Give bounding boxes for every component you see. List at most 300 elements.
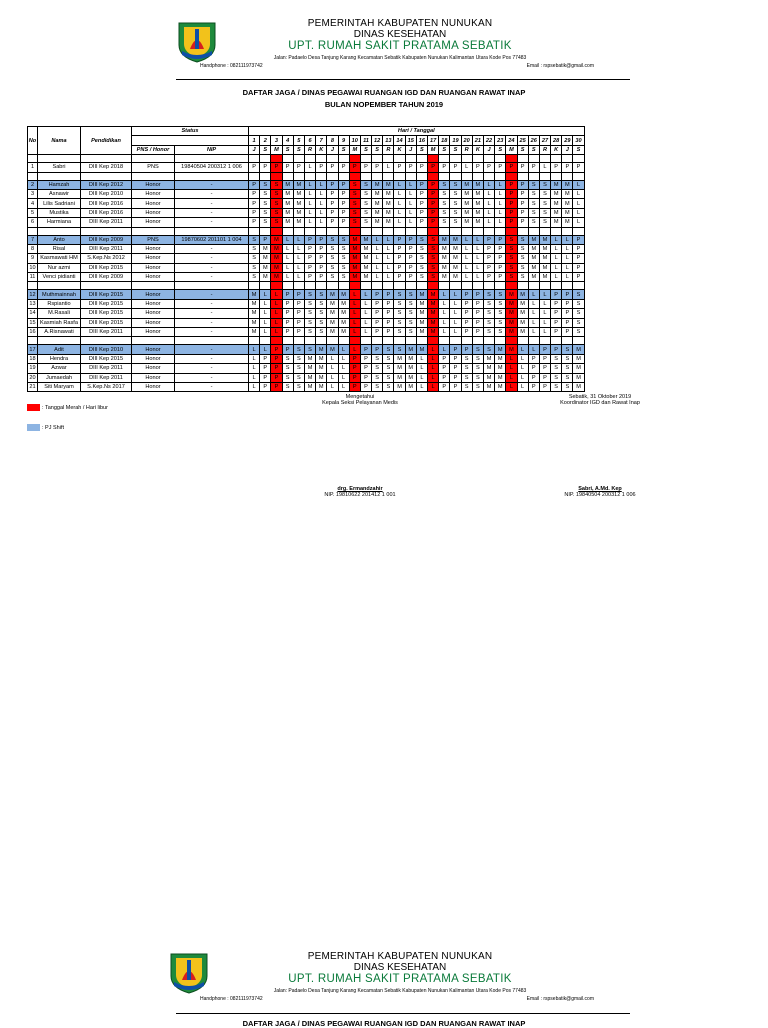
shift-cell: S bbox=[349, 218, 360, 227]
row-nip: - bbox=[175, 354, 249, 363]
spacer-cell bbox=[405, 155, 416, 163]
shift-cell: P bbox=[528, 382, 539, 391]
col-nip: NIP bbox=[175, 145, 249, 154]
shift-cell: L bbox=[495, 180, 506, 189]
shift-cell: S bbox=[517, 273, 528, 282]
spacer-cell bbox=[260, 282, 271, 290]
shift-cell: S bbox=[416, 273, 427, 282]
shift-cell: P bbox=[338, 218, 349, 227]
shift-cell: P bbox=[316, 273, 327, 282]
shift-cell: M bbox=[249, 290, 260, 299]
spacer-cell bbox=[383, 172, 394, 180]
table-row bbox=[28, 189, 585, 198]
shift-cell: M bbox=[517, 318, 528, 327]
shift-cell: L bbox=[304, 180, 315, 189]
shift-cell: P bbox=[573, 235, 584, 244]
shift-cell: P bbox=[506, 189, 517, 198]
shift-cell: M bbox=[416, 299, 427, 308]
spacer-cell bbox=[495, 172, 506, 180]
shift-cell: L bbox=[428, 373, 439, 382]
spacer-cell bbox=[175, 337, 249, 345]
shift-cell: S bbox=[539, 218, 550, 227]
shift-cell: M bbox=[394, 382, 405, 391]
shift-cell: M bbox=[405, 382, 416, 391]
weekday: J bbox=[405, 145, 416, 154]
shift-cell: P bbox=[405, 254, 416, 263]
table-row bbox=[28, 199, 585, 208]
spacer-cell bbox=[428, 337, 439, 345]
shift-cell: M bbox=[528, 273, 539, 282]
shift-cell: M bbox=[405, 373, 416, 382]
spacer-cell bbox=[439, 172, 450, 180]
shift-cell: M bbox=[506, 328, 517, 337]
shift-cell: L bbox=[439, 345, 450, 354]
row-status: PNS bbox=[132, 235, 175, 244]
shift-cell: P bbox=[539, 364, 550, 373]
weekday: S bbox=[372, 145, 383, 154]
shift-cell: M bbox=[405, 364, 416, 373]
spacer-cell bbox=[506, 337, 517, 345]
shift-cell: M bbox=[439, 273, 450, 282]
spacer-cell bbox=[360, 227, 371, 235]
shift-cell: P bbox=[316, 163, 327, 172]
spacer-cell bbox=[372, 227, 383, 235]
shift-cell: L bbox=[304, 163, 315, 172]
shift-cell: P bbox=[461, 328, 472, 337]
email: Email : rspsebatik@gmail.com bbox=[526, 63, 594, 69]
shift-cell: L bbox=[439, 328, 450, 337]
spacer-cell bbox=[383, 227, 394, 235]
shift-cell: L bbox=[271, 290, 282, 299]
spacer-cell bbox=[338, 227, 349, 235]
shift-cell: P bbox=[293, 299, 304, 308]
shift-cell: L bbox=[394, 218, 405, 227]
shift-cell: P bbox=[495, 244, 506, 253]
row-nip: - bbox=[175, 199, 249, 208]
spacer-cell bbox=[450, 155, 461, 163]
row-nama: Rspiantio bbox=[38, 299, 81, 308]
shift-cell: P bbox=[439, 382, 450, 391]
row-no: 10 bbox=[29, 264, 36, 271]
spacer-cell bbox=[517, 282, 528, 290]
shift-cell: L bbox=[338, 382, 349, 391]
shift-cell: L bbox=[562, 273, 573, 282]
shift-cell: P bbox=[293, 318, 304, 327]
shift-cell: L bbox=[539, 290, 550, 299]
shift-cell: L bbox=[383, 244, 394, 253]
shift-cell: M bbox=[416, 328, 427, 337]
spacer-cell bbox=[304, 155, 315, 163]
shift-cell: S bbox=[360, 189, 371, 198]
shift-cell: S bbox=[562, 345, 573, 354]
shift-cell: M bbox=[506, 318, 517, 327]
spacer-cell bbox=[132, 172, 175, 180]
table-row bbox=[28, 180, 585, 189]
shift-cell: S bbox=[562, 382, 573, 391]
weekday: S bbox=[573, 145, 584, 154]
shift-cell: P bbox=[539, 382, 550, 391]
row-pendidikan: DIII Kep 2016 bbox=[81, 199, 132, 208]
spacer-cell bbox=[495, 337, 506, 345]
shift-cell: M bbox=[551, 180, 562, 189]
spacer-cell bbox=[461, 155, 472, 163]
shift-cell: S bbox=[338, 235, 349, 244]
spacer-cell bbox=[38, 155, 81, 163]
shift-cell: S bbox=[304, 328, 315, 337]
shift-cell: M bbox=[562, 189, 573, 198]
shift-cell: S bbox=[472, 354, 483, 363]
shift-cell: P bbox=[428, 208, 439, 217]
row-status: Honor bbox=[132, 263, 175, 272]
contact-line bbox=[170, 63, 630, 69]
spacer-cell bbox=[539, 337, 550, 345]
shift-cell: P bbox=[304, 273, 315, 282]
spacer-cell bbox=[573, 172, 584, 180]
shift-cell: P bbox=[304, 263, 315, 272]
shift-cell: S bbox=[506, 235, 517, 244]
shift-cell: P bbox=[439, 373, 450, 382]
row-pendidikan: DIII Kep 2015 bbox=[81, 290, 132, 299]
shift-cell: M bbox=[551, 199, 562, 208]
shift-cell: P bbox=[405, 163, 416, 172]
row-no: 8 bbox=[28, 244, 38, 253]
day-number: 17 bbox=[428, 136, 439, 145]
shift-cell: P bbox=[293, 309, 304, 318]
spacer-cell bbox=[383, 282, 394, 290]
shift-cell: M bbox=[349, 263, 360, 272]
shift-cell: M bbox=[394, 354, 405, 363]
shift-cell: P bbox=[562, 328, 573, 337]
row-pendidikan: DIII Kep 2009 bbox=[81, 273, 132, 282]
spacer-cell bbox=[81, 155, 132, 163]
shift-cell: S bbox=[360, 218, 371, 227]
spacer-cell bbox=[551, 337, 562, 345]
row-nama: Anto bbox=[38, 235, 81, 244]
shift-cell: S bbox=[450, 208, 461, 217]
shift-cell: L bbox=[394, 189, 405, 198]
shift-cell: S bbox=[483, 290, 494, 299]
shift-cell: P bbox=[327, 218, 338, 227]
shift-cell: L bbox=[483, 180, 494, 189]
spacer-cell bbox=[506, 155, 517, 163]
day-number: 20 bbox=[461, 136, 472, 145]
shift-cell: L bbox=[282, 254, 293, 263]
shift-cell: M bbox=[428, 299, 439, 308]
shift-cell: M bbox=[539, 254, 550, 263]
shift-cell: P bbox=[293, 328, 304, 337]
shift-cell: M bbox=[360, 263, 371, 272]
shift-cell: P bbox=[327, 189, 338, 198]
shift-cell: P bbox=[562, 163, 573, 172]
shift-cell: L bbox=[539, 318, 550, 327]
shift-cell: P bbox=[439, 354, 450, 363]
spacer-cell bbox=[528, 282, 539, 290]
spacer-cell bbox=[405, 172, 416, 180]
shift-cell: L bbox=[260, 318, 271, 327]
shift-cell: L bbox=[428, 345, 439, 354]
shift-cell: S bbox=[360, 180, 371, 189]
shift-cell: M bbox=[249, 328, 260, 337]
shift-cell: L bbox=[271, 318, 282, 327]
shift-cell: M bbox=[539, 263, 550, 272]
shift-cell: M bbox=[304, 354, 315, 363]
shift-cell: M bbox=[517, 299, 528, 308]
shift-cell: P bbox=[450, 382, 461, 391]
shift-cell: P bbox=[249, 189, 260, 198]
shift-cell: P bbox=[428, 189, 439, 198]
shift-cell: P bbox=[416, 218, 427, 227]
shift-cell: L bbox=[304, 199, 315, 208]
shift-cell: L bbox=[461, 263, 472, 272]
shift-cell: P bbox=[383, 328, 394, 337]
shift-cell: L bbox=[327, 373, 338, 382]
shift-cell: M bbox=[528, 235, 539, 244]
shift-cell: M bbox=[327, 299, 338, 308]
shift-cell: M bbox=[439, 244, 450, 253]
shift-cell: L bbox=[316, 189, 327, 198]
shift-cell: P bbox=[293, 163, 304, 172]
shift-cell: S bbox=[271, 218, 282, 227]
spacer-cell bbox=[416, 172, 427, 180]
shift-cell: S bbox=[539, 199, 550, 208]
spacer-cell bbox=[271, 282, 282, 290]
shift-cell: S bbox=[372, 354, 383, 363]
spacer-cell bbox=[394, 282, 405, 290]
spacer-cell bbox=[461, 282, 472, 290]
spacer-cell bbox=[81, 172, 132, 180]
gov-name: PEMERINTAH KABUPATEN NUNUKAN bbox=[307, 18, 493, 29]
shift-cell: M bbox=[349, 273, 360, 282]
spacer-cell bbox=[416, 337, 427, 345]
shift-cell: S bbox=[293, 373, 304, 382]
shift-cell: M bbox=[573, 373, 584, 382]
shift-cell: M bbox=[428, 328, 439, 337]
sig-left-nip: NIP. 19810622 201412 1 001 bbox=[324, 492, 396, 498]
shift-cell: L bbox=[360, 299, 371, 308]
table-row bbox=[28, 354, 585, 363]
shift-cell: M bbox=[562, 218, 573, 227]
weekday: S bbox=[528, 145, 539, 154]
spacer-cell bbox=[316, 282, 327, 290]
spacer-cell bbox=[316, 172, 327, 180]
shift-cell: S bbox=[405, 299, 416, 308]
row-no: 3 bbox=[28, 189, 38, 198]
shift-cell: S bbox=[551, 364, 562, 373]
shift-cell: P bbox=[472, 290, 483, 299]
row-nama: Siti Maryam bbox=[38, 382, 81, 391]
shift-cell: M bbox=[338, 318, 349, 327]
shift-cell: M bbox=[472, 189, 483, 198]
row-status: Honor bbox=[132, 318, 175, 327]
spacer-cell bbox=[428, 227, 439, 235]
shift-cell: P bbox=[495, 263, 506, 272]
signature-left bbox=[300, 394, 420, 498]
shift-cell: P bbox=[282, 309, 293, 318]
spacer-cell bbox=[551, 155, 562, 163]
day-number: 6 bbox=[304, 136, 315, 145]
shift-cell: S bbox=[260, 208, 271, 217]
spacer-cell bbox=[293, 155, 304, 163]
day-number: 8 bbox=[327, 136, 338, 145]
spacer-cell bbox=[372, 337, 383, 345]
spacer-cell bbox=[327, 155, 338, 163]
row-pendidikan: DIII Kep 2015 bbox=[81, 309, 132, 318]
spacer-cell bbox=[282, 227, 293, 235]
shift-cell: L bbox=[349, 290, 360, 299]
spacer-cell bbox=[573, 337, 584, 345]
shift-cell: P bbox=[282, 318, 293, 327]
shift-cell: P bbox=[517, 218, 528, 227]
shift-cell: L bbox=[528, 299, 539, 308]
shift-cell: M bbox=[517, 309, 528, 318]
spacer-cell bbox=[472, 172, 483, 180]
shift-cell: S bbox=[472, 373, 483, 382]
shift-cell: S bbox=[517, 244, 528, 253]
spacer-cell bbox=[517, 155, 528, 163]
shift-cell: S bbox=[349, 189, 360, 198]
row-pendidikan: DIII Kep 2011 bbox=[81, 244, 132, 253]
shift-cell: S bbox=[394, 318, 405, 327]
shift-cell: P bbox=[483, 163, 494, 172]
spacer-cell bbox=[562, 172, 573, 180]
shift-cell: M bbox=[316, 373, 327, 382]
day-number: 13 bbox=[383, 136, 394, 145]
shift-cell: S bbox=[293, 345, 304, 354]
gov-name-2: PEMERINTAH KABUPATEN NUNUKAN bbox=[307, 951, 493, 962]
shift-cell: P bbox=[428, 199, 439, 208]
spacer-cell bbox=[327, 172, 338, 180]
shift-cell: S bbox=[517, 235, 528, 244]
spacer-cell bbox=[38, 337, 81, 345]
shift-cell: M bbox=[506, 309, 517, 318]
spacer-cell bbox=[28, 337, 38, 345]
shift-cell: P bbox=[293, 290, 304, 299]
row-status: PNS bbox=[132, 163, 175, 172]
shift-cell: P bbox=[450, 354, 461, 363]
shift-cell: L bbox=[383, 263, 394, 272]
spacer-cell bbox=[562, 227, 573, 235]
row-nama: Jumaedah bbox=[38, 373, 81, 382]
shift-cell: S bbox=[372, 364, 383, 373]
shift-cell: L bbox=[327, 364, 338, 373]
shift-cell: P bbox=[282, 163, 293, 172]
shift-cell: P bbox=[372, 328, 383, 337]
shift-cell: S bbox=[349, 199, 360, 208]
day-number: 28 bbox=[551, 136, 562, 145]
shift-cell: M bbox=[372, 218, 383, 227]
shift-cell: L bbox=[416, 382, 427, 391]
shift-cell: P bbox=[260, 163, 271, 172]
shift-cell: M bbox=[316, 364, 327, 373]
spacer-cell bbox=[132, 227, 175, 235]
spacer-row bbox=[28, 155, 585, 163]
shift-cell: P bbox=[562, 309, 573, 318]
shift-cell: L bbox=[383, 163, 394, 172]
shift-cell: L bbox=[539, 309, 550, 318]
spacer-cell bbox=[349, 155, 360, 163]
shift-cell: P bbox=[360, 364, 371, 373]
shift-cell: L bbox=[372, 244, 383, 253]
shift-cell: L bbox=[551, 235, 562, 244]
address-2: Jalan: Padaelo Desa Tanjung Karang Kecamatan Sebatik Kabupaten Nunukan Kalimantan Utara Kode Pos 77483 bbox=[273, 988, 527, 994]
row-status: Honor bbox=[132, 345, 175, 354]
row-no: 14 bbox=[29, 310, 36, 317]
sig-right-nip: NIP. 19840504 200312 1 006 bbox=[564, 492, 636, 498]
shift-cell: S bbox=[439, 189, 450, 198]
table-row bbox=[28, 309, 585, 318]
shift-cell: L bbox=[461, 163, 472, 172]
address: Jalan: Padaelo Desa Tanjung Karang Kecamatan Sebatik Kabupaten Nunukan Kalimantan Utara Kode Pos 77483 bbox=[273, 55, 527, 61]
shift-cell: M bbox=[394, 373, 405, 382]
row-nip: - bbox=[175, 299, 249, 308]
shift-cell: L bbox=[439, 299, 450, 308]
shift-cell: M bbox=[573, 354, 584, 363]
shift-cell: L bbox=[450, 290, 461, 299]
shift-cell: L bbox=[338, 345, 349, 354]
row-pendidikan: DIII Kep 2018 bbox=[81, 163, 132, 172]
shift-cell: P bbox=[383, 290, 394, 299]
shift-cell: M bbox=[450, 254, 461, 263]
shift-cell: L bbox=[573, 180, 584, 189]
spacer-cell bbox=[293, 227, 304, 235]
row-nip: - bbox=[175, 273, 249, 282]
shift-cell: S bbox=[405, 328, 416, 337]
shift-cell: S bbox=[316, 309, 327, 318]
day-number: 3 bbox=[271, 136, 282, 145]
row-nip: 19840504 200312 1 006 bbox=[175, 163, 249, 172]
spacer-cell bbox=[495, 282, 506, 290]
day-number: 5 bbox=[293, 136, 304, 145]
day-number: 18 bbox=[439, 136, 450, 145]
shift-cell: P bbox=[539, 354, 550, 363]
shift-cell: L bbox=[517, 354, 528, 363]
spacer-cell bbox=[450, 172, 461, 180]
row-status: Honor bbox=[132, 180, 175, 189]
shift-cell: S bbox=[271, 199, 282, 208]
day-number: 30 bbox=[573, 136, 584, 145]
shift-cell: P bbox=[372, 318, 383, 327]
weekday: S bbox=[416, 145, 427, 154]
row-nama: Sabri bbox=[38, 163, 81, 172]
shift-cell: S bbox=[416, 235, 427, 244]
day-number: 29 bbox=[562, 136, 573, 145]
row-no: 2 bbox=[28, 180, 38, 189]
shift-cell: L bbox=[360, 328, 371, 337]
row-nip: - bbox=[175, 309, 249, 318]
spacer-cell bbox=[360, 155, 371, 163]
col-pns-honor: PNS / Honor bbox=[132, 145, 175, 154]
shift-cell: P bbox=[506, 180, 517, 189]
shift-cell: S bbox=[439, 180, 450, 189]
row-no: 11 bbox=[28, 273, 38, 282]
row-nip: - bbox=[175, 189, 249, 198]
shift-cell: M bbox=[360, 244, 371, 253]
status-spacer bbox=[132, 136, 249, 145]
shift-cell: M bbox=[495, 373, 506, 382]
shift-cell: S bbox=[506, 263, 517, 272]
shift-cell: S bbox=[461, 354, 472, 363]
shift-cell: M bbox=[372, 189, 383, 198]
shift-cell: L bbox=[450, 318, 461, 327]
shift-cell: P bbox=[372, 309, 383, 318]
spacer-cell bbox=[573, 155, 584, 163]
shift-cell: S bbox=[528, 208, 539, 217]
shift-cell: S bbox=[439, 218, 450, 227]
spacer-cell bbox=[327, 227, 338, 235]
spacer-cell bbox=[428, 282, 439, 290]
shift-cell: M bbox=[383, 218, 394, 227]
row-nip: - bbox=[175, 208, 249, 217]
